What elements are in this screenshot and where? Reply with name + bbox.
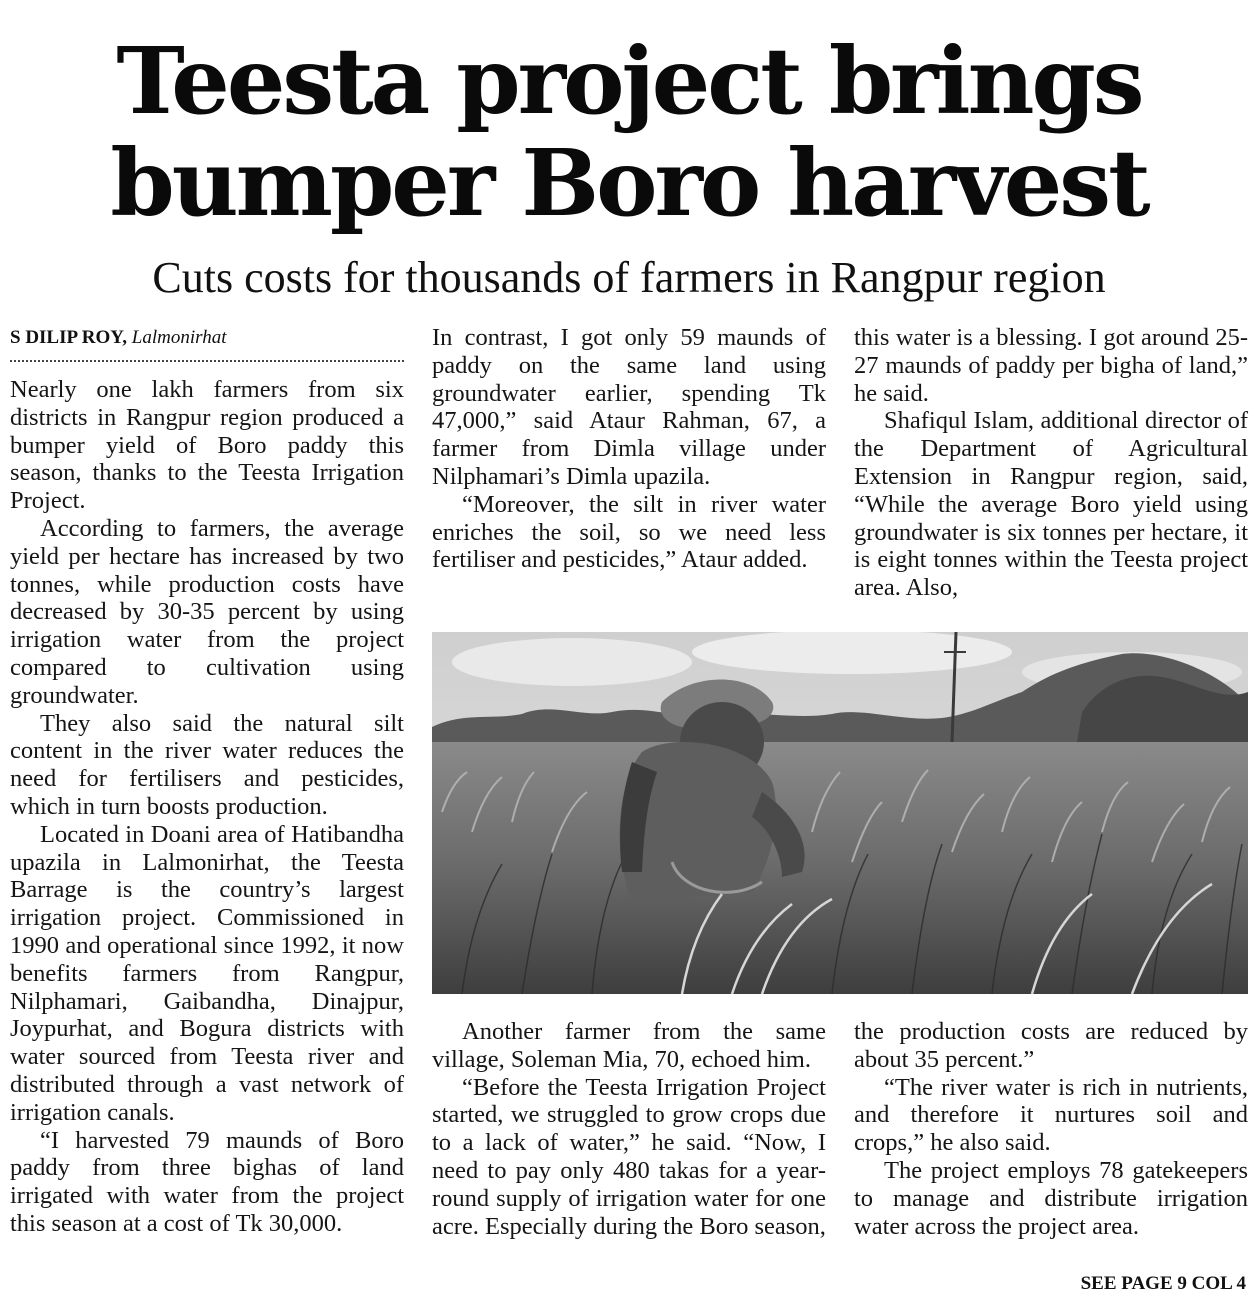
byline (10, 326, 404, 350)
byline-author: S DILIP ROY, (10, 327, 128, 348)
paragraph: the production costs are reduced by about 35 percent.” (854, 1018, 1248, 1073)
paragraph: this water is a blessing. I got around 25-27 maunds of paddy per bigha of land,” he said. (854, 324, 1248, 407)
article-column-2-bottom (432, 1018, 826, 1240)
paragraph: They also said the natural silt content in the river water reduces the need for fertilisers and pesticides, which in turn boosts production. (10, 709, 404, 820)
paragraph: “Before the Teesta Irrigation Project started, we struggled to grow crops due to a lack of water,” he said. “Now, I need to pay only 480 takas for a year-round supply of irrigation water for one acre. Especially during the Boro season, (432, 1073, 826, 1240)
paragraph: “I harvested 79 maunds of Boro paddy from three bighas of land irrigated with water from the project this season at a cost of Tk 30,000. (10, 1126, 404, 1237)
headline-line-2: bumper Boro harvest (110, 129, 1148, 237)
headline (0, 27, 1258, 237)
article-column-3-bottom (854, 1018, 1248, 1240)
news-photo (432, 632, 1248, 994)
paddy-field-photo (432, 632, 1248, 994)
article-column-1 (10, 376, 404, 1238)
paragraph: In contrast, I got only 59 maunds of paddy on the same land using groundwater earlier, spending Tk 47,000,” said Ataur Rahman, 67, a farmer from Dimla village under Nilphamari’s Dimla upazila. (432, 324, 826, 490)
paragraph: According to farmers, the average yield per hectare has increased by two tonnes, while production costs have decreased by 30-35 percent by using irrigation water from the project compared to cultivation using groundwater. (10, 514, 404, 709)
byline-location: Lalmonirhat (131, 327, 227, 348)
paragraph: Another farmer from the same village, Soleman Mia, 70, echoed him. (432, 1018, 826, 1073)
article-column-2-top (432, 324, 826, 574)
paragraph: Nearly one lakh farmers from six districts in Rangpur region produced a bumper yield of Boro paddy this season, thanks to the Teesta Irrigation Project. (10, 376, 404, 515)
subheadline: Cuts costs for thousands of farmers in Rangpur region (152, 253, 1106, 302)
paragraph: “The river water is rich in nutrients, and therefore it nurtures soil and crops,” he also said. (854, 1073, 1248, 1157)
continuation-jump-line: SEE PAGE 9 COL 4 (1080, 1273, 1246, 1294)
paragraph: Shafiqul Islam, additional director of the Department of Agricultural Extension in Rangpur region, said, “While the average Boro yield using groundwater is six tonnes per hectare, it is eight tonnes within the Teesta project area. Also, (854, 407, 1248, 602)
paragraph: The project employs 78 gatekeepers to manage and distribute irrigation water across the project area. (854, 1156, 1248, 1240)
paragraph: Located in Doani area of Hatibandha upazila in Lalmonirhat, the Teesta Barrage is the country’s largest irrigation project. Commissioned in 1990 and operational since 1992, it now benefits farmers from Rangpur, Nilphamari, Gaibandha, Dinajpur, Joypurhat, and Bogura districts with water sourced from Teesta river and distributed through a vast network of irrigation canals. (10, 820, 404, 1126)
headline-line-1: Teesta project brings (116, 27, 1142, 135)
byline-divider (10, 360, 404, 362)
article-column-3-top (854, 324, 1248, 602)
paragraph: “Moreover, the silt in river water enriches the soil, so we need less fertiliser and pesticides,” Ataur added. (432, 490, 826, 574)
